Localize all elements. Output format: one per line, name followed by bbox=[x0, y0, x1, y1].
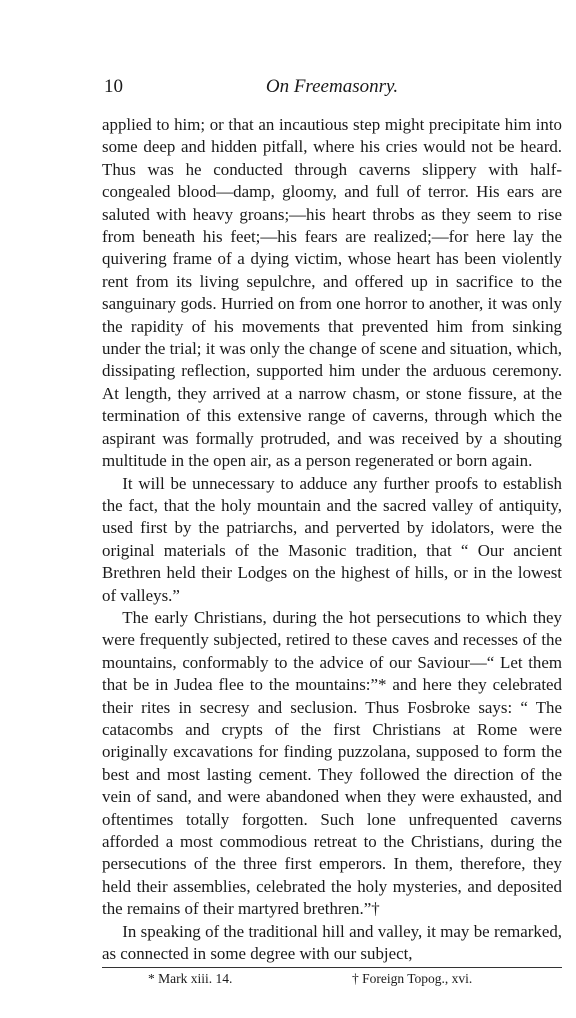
body-text bbox=[102, 114, 562, 965]
paragraph: In speaking of the traditional hill and valley, it may be remarked, as connected in some degree with our subject, bbox=[102, 921, 562, 964]
paragraph: It will be unnecessary to adduce any further proofs to establish the fact, that the holy mountain and the sacred valley of antiquity, used first by the patriarchs, and perverted by idolators, were the original materials of the Masonic tradition, that “ Our ancient Brethren held their Lodges on the highest of hills, or in the lowest of valleys.” bbox=[102, 473, 562, 605]
running-head bbox=[102, 76, 562, 106]
running-title: On Freemasonry. bbox=[265, 76, 399, 97]
footnote-rule bbox=[102, 967, 562, 968]
book-page bbox=[102, 76, 562, 995]
footnote: † Foreign Topog., xvi. bbox=[352, 971, 473, 987]
page-number: 10 bbox=[104, 76, 123, 97]
footnote: * Mark xiii. 14. bbox=[148, 971, 233, 987]
paragraph-continued: applied to him; or that an incautious step might precipitate him into some deep and hidden pitfall, where his cries would not be heard. Thus was he conducted through caverns slippery with half-congealed blood—damp, gloomy, and full of terror. His ears are saluted with heavy groans;—his heart throbs as they seem to rise from beneath his feet;—his fears are realized;—for here lay the quivering frame of a dying victim, whose heart has been violently rent from its living sepulchre, and offered up in sacrifice to the sanguinary gods. Hurried on from one horror to another, it was only the rapidity of his movements that prevented him from sinking under the trial; it was only the change of scene and situation, which, dissipating reflection, supported him under the arduous ceremony. At length, they arrived at a narrow chasm, or stone fissure, at the termination of this extensive range of caverns, through which the aspirant was formally protruded, and was received by a shouting multitude in the open air, as a person regenerated or born again. bbox=[102, 115, 562, 471]
paragraph: The early Christians, during the hot persecutions to which they were frequently subjected, retired to these caves and recesses of the mountains, conformably to the advice of our Saviour—“ Let them that be in Judea flee to the mountains:”* and here they celebrated their rites in secresy and seclusion. Thus Fosbroke says: “ The catacombs and crypts of the first Christians at Rome were originally excavations for finding puzzolana, supposed to form the best and most lasting cement. They followed the direction of the vein of sand, and were abandoned when they were exhausted, and oftentimes totally forgotten. Such lone unfrequented caverns afforded a most commodious retreat to the Christians, during the persecutions of the three first emperors. In them, therefore, they held their assemblies, celebrated the holy mysteries, and deposited the remains of their martyred brethren.”† bbox=[102, 607, 562, 919]
footnotes bbox=[102, 971, 562, 995]
